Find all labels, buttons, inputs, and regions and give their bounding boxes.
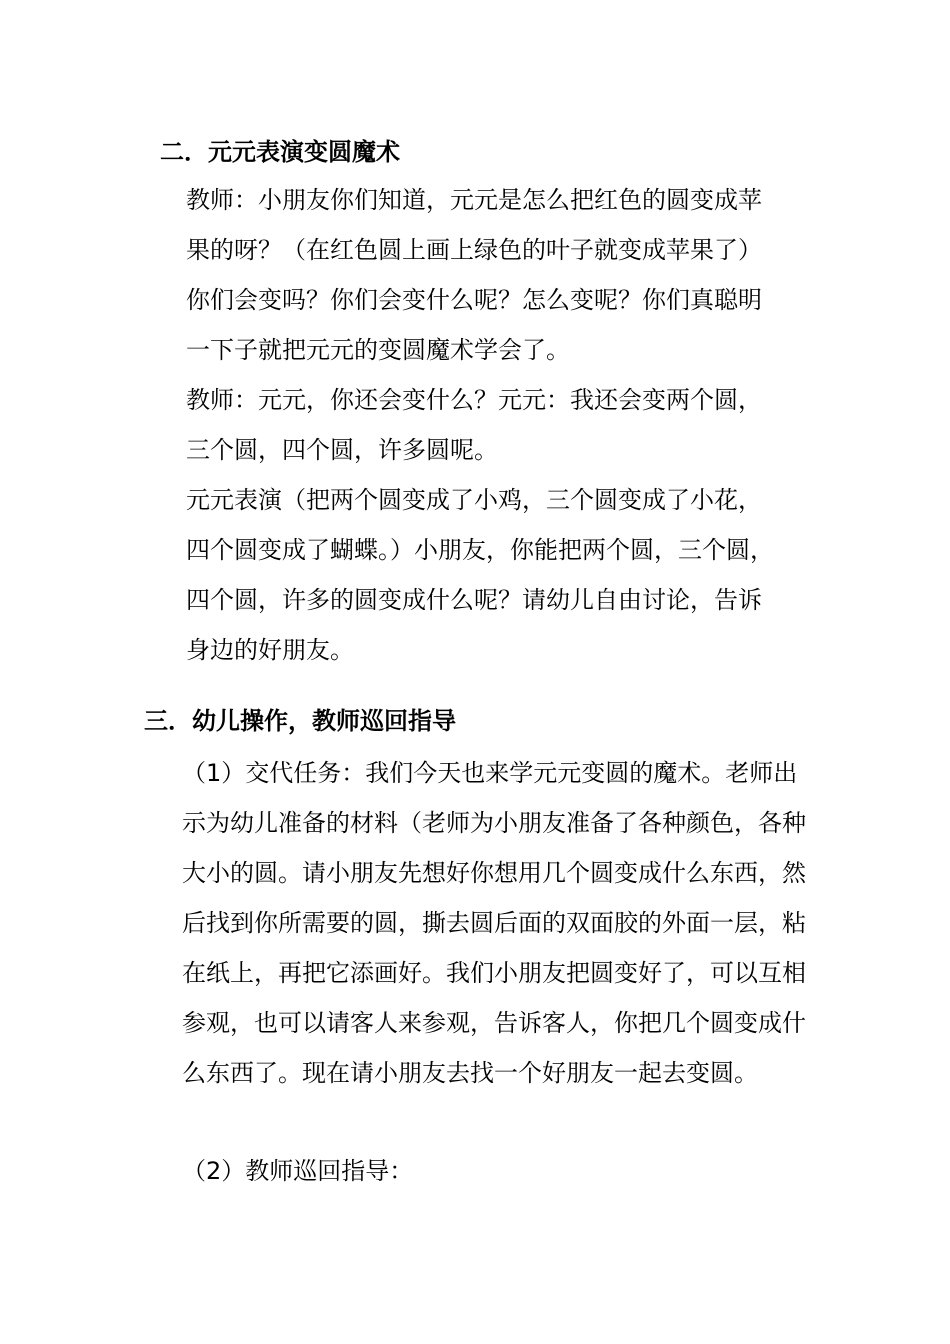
section-2-heading: 二．元元表演变圆魔术 (160, 138, 400, 166)
section-3-line: 参观，也可以请客人来参观，告诉客人，你把几个圆变成什 (182, 1009, 806, 1037)
section-3-line: （1）交代任务：我们今天也来学元元变圆的魔术。老师出 (182, 759, 798, 787)
section-2-line: 元元表演（把两个圆变成了小鸡，三个圆变成了小花， (186, 486, 762, 514)
section-3-subitem-2: （2）教师巡回指导： (182, 1157, 414, 1185)
section-3-line: 示为幼儿准备的材料（老师为小朋友准备了各种颜色，各种 (182, 809, 806, 837)
section-3-line: 大小的圆。请小朋友先想好你想用几个圆变成什么东西，然 (182, 859, 806, 887)
section-3-line: 后找到你所需要的圆，撕去圆后面的双面胶的外面一层，粘 (182, 909, 806, 937)
section-2-line: 四个圆变成了蝴蝶。）小朋友，你能把两个圆，三个圆， (186, 536, 774, 564)
section-2-line: 你们会变吗？你们会变什么呢？怎么变呢？你们真聪明 (186, 286, 762, 314)
section-2-line: 三个圆，四个圆，许多圆呢。 (186, 436, 498, 464)
section-2-line: 四个圆，许多的圆变成什么呢？请幼儿自由讨论，告诉 (186, 586, 762, 614)
section-3-line: 在纸上，再把它添画好。我们小朋友把圆变好了，可以互相 (182, 959, 806, 987)
section-2-line: 一下子就把元元的变圆魔术学会了。 (186, 336, 570, 364)
section-2-line: 身边的好朋友。 (186, 636, 354, 664)
section-2-line: 果的呀？（在红色圆上画上绿色的叶子就变成苹果了） (186, 236, 762, 264)
section-2-line: 教师：小朋友你们知道，元元是怎么把红色的圆变成苹 (186, 186, 762, 214)
section-3-line: 么东西了。现在请小朋友去找一个好朋友一起去变圆。 (182, 1059, 758, 1087)
section-3-heading: 三．幼儿操作，教师巡回指导 (144, 707, 456, 735)
section-2-line: 教师：元元，你还会变什么？元元：我还会变两个圆， (186, 386, 762, 414)
